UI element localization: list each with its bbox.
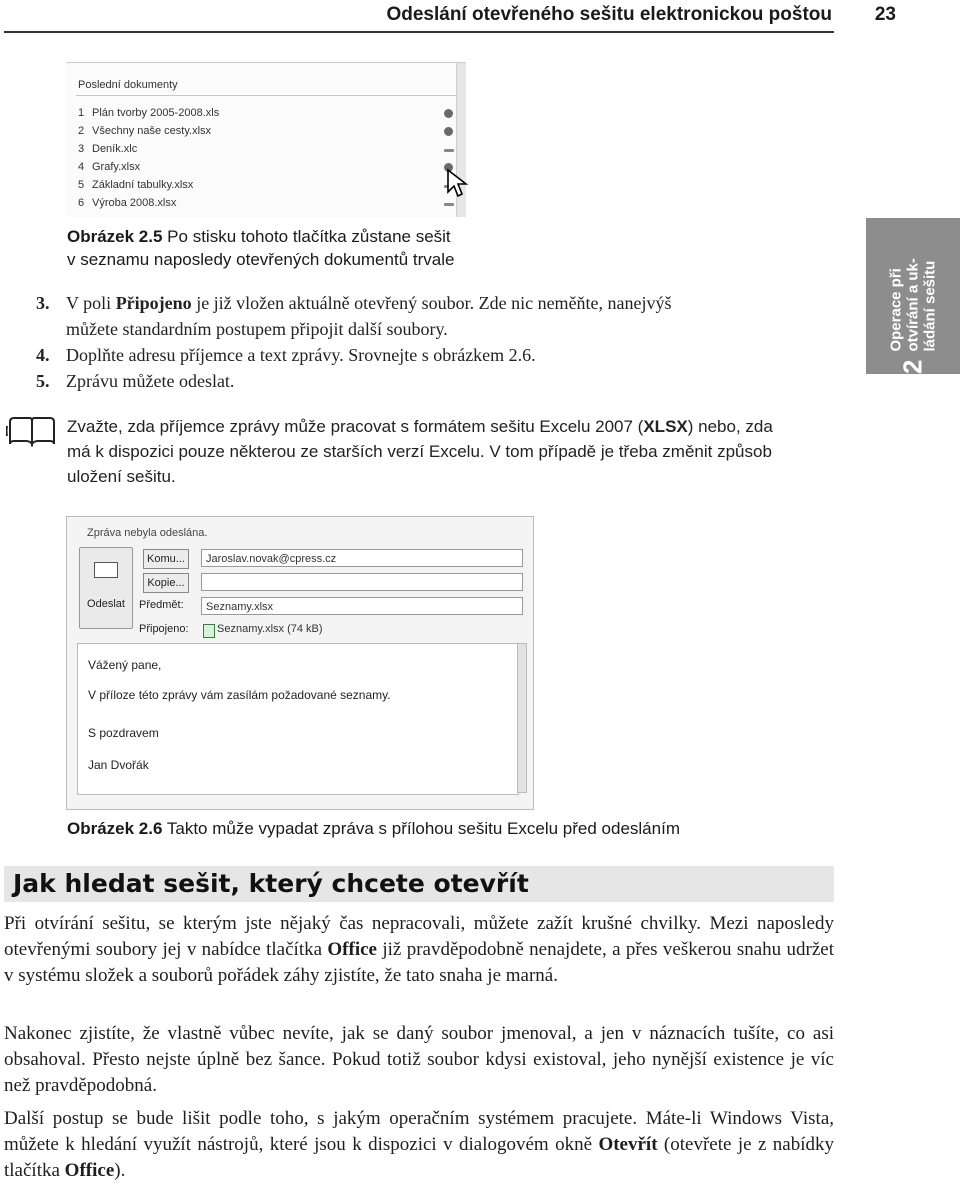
recent-doc-name: Výroba 2008.xlsx: [92, 197, 177, 209]
attached-label: Připojeno:: [139, 623, 189, 635]
send-button[interactable]: [79, 547, 133, 629]
note-part: Zvažte, zda příjemce zprávy může pracovat s formátem sešitu Excelu 2007 (: [67, 417, 644, 436]
paragraph-text: Při otvírání sešitu, se kterým jste nějaký čas nepracovali, můžete zažít krušné chvilky. Mezi naposledy otevřenými soubory jej v nabídce tlačítka: [4, 913, 834, 960]
caption-label: Obrázek 2.6: [67, 819, 163, 838]
step-field-name: Připojeno: [115, 293, 192, 313]
chapter-title-line1: Operace při: [887, 268, 905, 352]
body-line: V příloze této zprávy vám zasílám požadované seznamy.: [88, 688, 391, 702]
subject-field[interactable]: Seznamy.xlsx: [201, 597, 523, 615]
recent-doc-number: 1: [78, 107, 85, 119]
running-header-title: Odeslání otevřeného sešitu elektronickou poštou: [386, 4, 832, 25]
caption-text-line2: v seznamu naposledy otevřených dokumentů trvale: [67, 250, 455, 269]
note-line3: uložení sešitu.: [67, 467, 176, 486]
recent-doc-number: 5: [78, 179, 85, 191]
recent-doc-item[interactable]: [78, 141, 448, 159]
recent-doc-item[interactable]: [78, 195, 448, 213]
step-number: 5.: [36, 371, 50, 391]
subject-label: Předmět:: [139, 599, 184, 611]
recent-doc-name: Plán tvorby 2005-2008.xls: [92, 107, 220, 119]
body-scrollbar[interactable]: [517, 643, 527, 793]
recent-doc-number: 6: [78, 197, 85, 209]
pin-icon[interactable]: [444, 109, 453, 118]
body-line: S pozdravem: [88, 726, 159, 740]
cc-field[interactable]: [201, 573, 523, 591]
recent-doc-number: 3: [78, 143, 85, 155]
section-heading: Jak hledat sešit, který chcete otevřít: [13, 869, 529, 898]
paragraph-bold: Office: [327, 939, 377, 960]
recent-doc-name: Deník.xlc: [92, 143, 138, 155]
paragraph-3: [4, 1106, 834, 1184]
chapter-title-line2: otvírání a uk-: [904, 258, 922, 352]
note-line2: má k dispozici pouze některou ze starších verzí Excelu. V tom případě je třeba změnit způsob: [67, 442, 772, 461]
cc-button[interactable]: Kopie...: [143, 573, 189, 593]
mouse-cursor-icon: [446, 168, 468, 198]
unsent-warning: Zpráva nebyla odeslána.: [87, 527, 208, 539]
message-body[interactable]: [77, 643, 519, 795]
step-3: [36, 290, 836, 342]
recent-documents-header: Poslední dokumenty: [78, 79, 178, 91]
chapter-title: [888, 258, 939, 351]
pin-icon[interactable]: [444, 203, 454, 206]
body-line: Jan Dvořák: [88, 758, 149, 772]
step-number: 4.: [36, 345, 50, 365]
page-number: 23: [874, 4, 896, 25]
paragraph-bold: Office: [64, 1160, 115, 1181]
recent-doc-number: 2: [78, 125, 85, 137]
recent-doc-name: Všechny naše cesty.xlsx: [92, 125, 212, 137]
paragraph-text: již pravděpodobně nenajdete, a přes veškerou snahu udržet v systému složek a souborů pořádek záhy zjistíte, že tato snaha je marná.: [4, 939, 834, 986]
paragraph-text: ).: [114, 1160, 126, 1181]
figure-caption-2-6: [67, 817, 847, 840]
email-message-window: [66, 516, 534, 810]
figure-caption-2-5: [67, 225, 767, 271]
send-label: Odeslat: [87, 598, 125, 610]
header-rule: [4, 31, 834, 33]
book-icon: [6, 414, 58, 448]
caption-label: Obrázek 2.5: [67, 227, 163, 246]
divider: [76, 95, 456, 96]
pin-icon[interactable]: [444, 127, 453, 136]
note-part: ) nebo, zda: [687, 417, 773, 436]
paragraph-1: [4, 911, 834, 989]
step-text: je již vložen aktuálně otevřený soubor. Zde nic neměňte, nanejvýš: [191, 293, 672, 313]
chapter-side-tab: [866, 218, 960, 374]
paragraph-text: (otevřete je z nabídky tlačítka: [4, 1134, 834, 1181]
body-line: Vážený pane,: [88, 658, 162, 672]
paragraph-2: Nakonec zjistíte, že vlastně vůbec nevíte, jak se daný soubor jmenoval, a jen v náznacích tušíte, co asi obsahoval. Přesto nejste úplně bez šance. Pokud totiž soubor kdysi existoval, jeho nynější existence je víc než pravděpodobná.: [4, 1023, 834, 1096]
step-text: Zprávu můžete odeslat.: [66, 371, 235, 391]
step-number: 3.: [36, 293, 50, 313]
caption-text-line1: Po stisku tohoto tlačítka zůstane sešit: [162, 227, 451, 246]
note-text: [67, 414, 827, 489]
recent-doc-item[interactable]: [78, 123, 448, 141]
step-text: Doplňte adresu příjemce a text zprávy. Srovnejte s obrázkem 2.6.: [66, 345, 536, 365]
paragraph-bold: Otevřít: [598, 1134, 658, 1155]
step-5: [36, 368, 836, 394]
note-format: XLSX: [643, 417, 688, 436]
caption-text: Takto může vypadat zpráva s přílohou sešitu Excelu před odesláním: [162, 819, 680, 838]
chapter-title-line3: ládání sešitu: [921, 260, 939, 352]
recent-doc-item[interactable]: [78, 105, 448, 123]
recent-doc-item[interactable]: [78, 159, 448, 177]
to-button[interactable]: Komu...: [143, 549, 189, 569]
recent-doc-name: Základní tabulky.xlsx: [92, 179, 194, 191]
recent-doc-item[interactable]: [78, 177, 448, 195]
attachment-item[interactable]: Seznamy.xlsx (74 kB): [201, 623, 323, 635]
recent-doc-name: Grafy.xlsx: [92, 161, 141, 173]
step-4: [36, 342, 836, 368]
recent-doc-number: 4: [78, 161, 85, 173]
to-field[interactable]: Jaroslav.novak@cpress.cz: [201, 549, 523, 567]
paragraph-text: Další postup se bude lišit podle toho, s jakým operačním systémem pracujete. Máte-li Windows Vista, můžete k hledání využít nástrojů, které jsou k dispozici v dialogovém okně: [4, 1108, 834, 1155]
chapter-number: 2: [897, 359, 928, 374]
recent-documents-panel: [66, 62, 466, 217]
step-text: V poli: [66, 293, 116, 313]
pin-icon[interactable]: [444, 149, 454, 152]
envelope-icon: [94, 562, 118, 578]
step-text-continued: můžete standardním postupem připojit další soubory.: [66, 319, 448, 339]
